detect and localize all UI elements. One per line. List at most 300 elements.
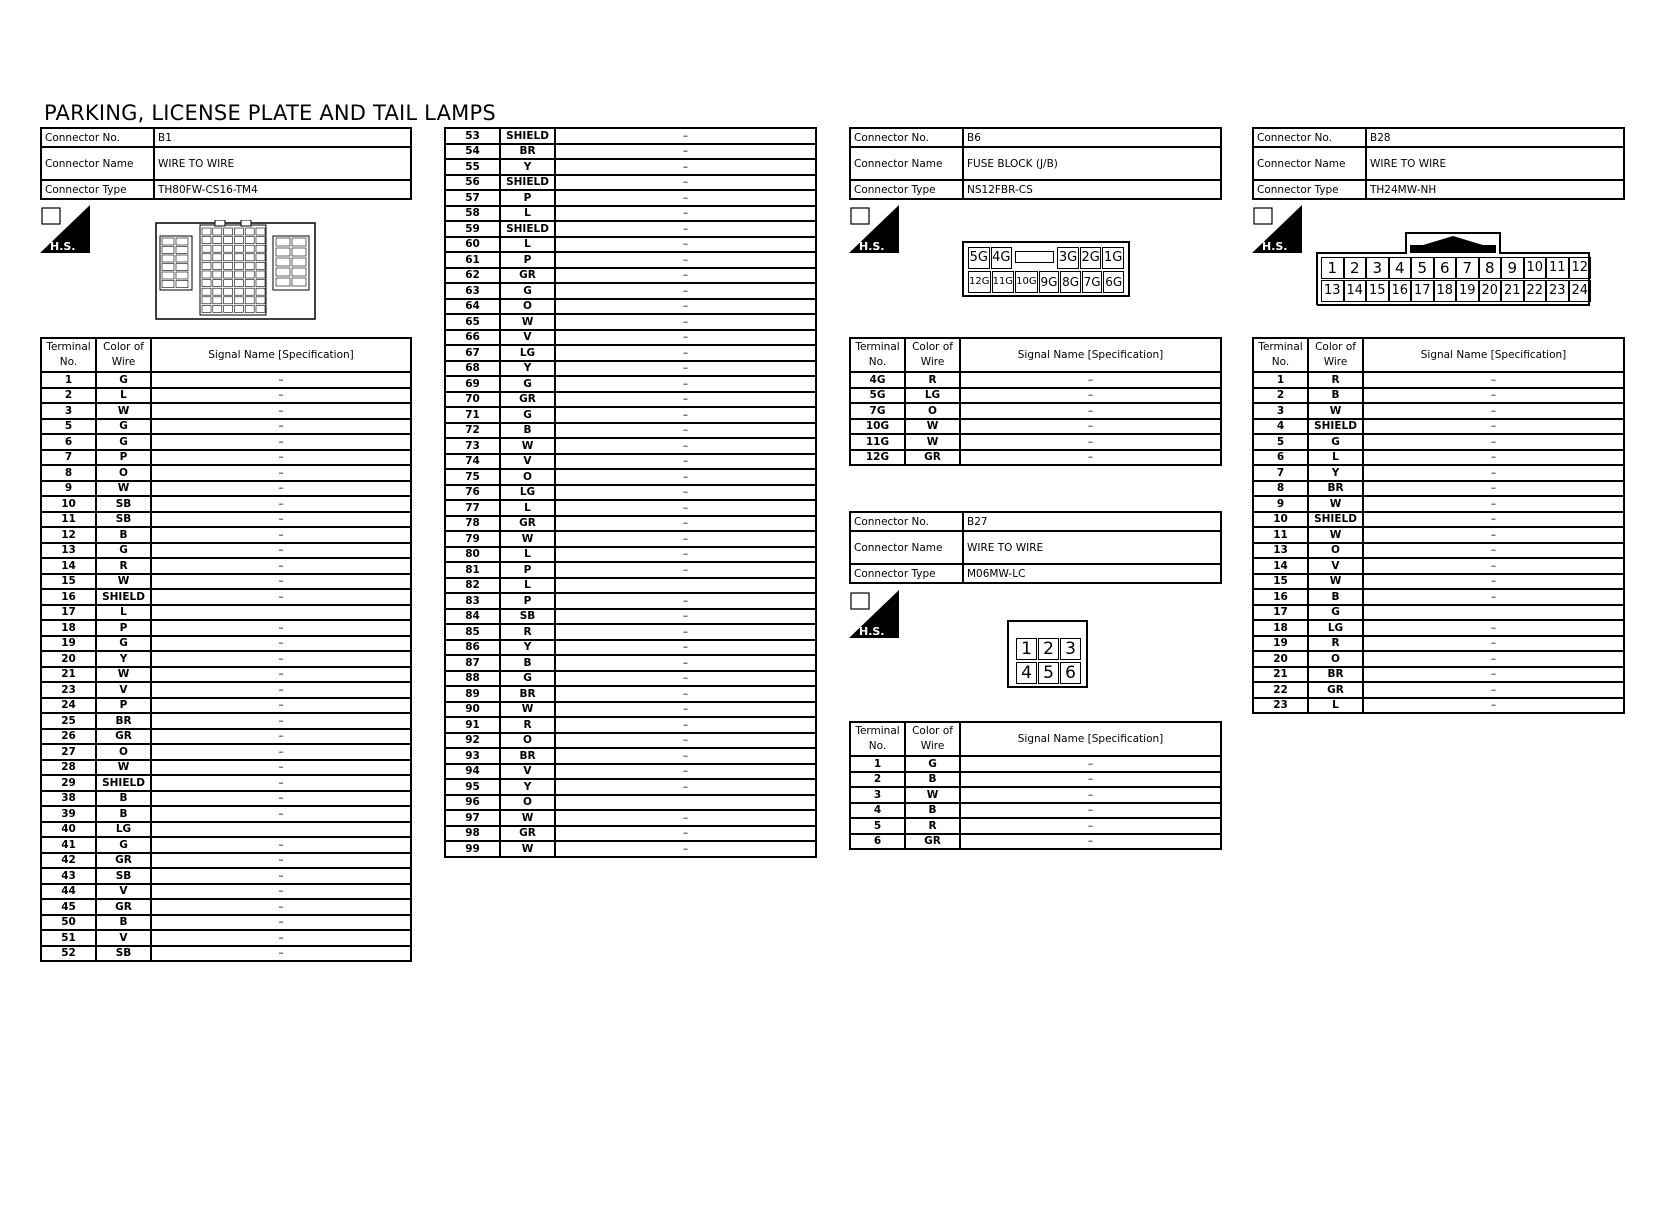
terminal-no-cell: 87 xyxy=(445,655,500,671)
color-of-wire-header: Color of Wire xyxy=(905,338,960,372)
wire-color-cell: W xyxy=(96,481,151,497)
table-row xyxy=(445,485,816,501)
wire-color-cell: G xyxy=(500,671,555,687)
terminal-no-cell: 5G xyxy=(850,388,905,404)
wire-color-cell: BR xyxy=(96,713,151,729)
signal-name-cell: – xyxy=(1363,481,1624,497)
table-row xyxy=(41,419,411,435)
connector-type-label: Connector Type xyxy=(41,180,154,199)
connector-type-value: M06MW-LC xyxy=(963,564,1221,583)
terminal-no-cell: 12 xyxy=(41,527,96,543)
terminal-no-cell: 89 xyxy=(445,686,500,702)
table-row xyxy=(445,268,816,284)
terminal-no-cell: 6 xyxy=(850,834,905,850)
table-row xyxy=(1253,620,1624,636)
terminal-no-cell: 7 xyxy=(41,450,96,466)
harness-side-icon xyxy=(1252,205,1302,253)
terminal-no-cell: 77 xyxy=(445,500,500,516)
wire-color-cell: GR xyxy=(96,729,151,745)
signal-name-cell: – xyxy=(960,803,1221,819)
table-row xyxy=(41,744,411,760)
cavity: 9 xyxy=(1501,257,1524,279)
terminal-no-cell: 72 xyxy=(445,423,500,439)
terminal-no-cell: 5 xyxy=(1253,434,1308,450)
table-row xyxy=(445,206,816,222)
page-title: PARKING, LICENSE PLATE AND TAIL LAMPS xyxy=(44,101,496,125)
signal-name-cell: – xyxy=(151,899,411,915)
table-row xyxy=(445,314,816,330)
signal-name-cell: – xyxy=(151,915,411,931)
wire-color-cell: G xyxy=(500,283,555,299)
wire-color-cell: Y xyxy=(500,361,555,377)
table-row xyxy=(850,803,1221,819)
table-row xyxy=(445,175,816,191)
face-row-top xyxy=(968,247,1124,269)
terminal-no-cell: 8 xyxy=(41,465,96,481)
face-row-top xyxy=(1016,638,1081,660)
signal-name-cell: – xyxy=(960,372,1221,388)
terminal-no-cell: 65 xyxy=(445,314,500,330)
table-row xyxy=(41,574,411,590)
signal-name-cell: – xyxy=(555,841,816,857)
cavity: 19 xyxy=(1456,280,1479,302)
signal-name-cell: – xyxy=(960,450,1221,466)
terminal-no-cell: 1 xyxy=(41,372,96,388)
wire-color-cell: O xyxy=(500,795,555,811)
terminal-no-cell: 2 xyxy=(850,772,905,788)
terminal-no-cell: 14 xyxy=(1253,558,1308,574)
table-row xyxy=(445,283,816,299)
signal-name-cell: – xyxy=(555,268,816,284)
terminal-no-cell: 15 xyxy=(41,574,96,590)
signal-name-cell: – xyxy=(555,609,816,625)
wire-color-cell: O xyxy=(500,733,555,749)
terminal-no-cell: 61 xyxy=(445,252,500,268)
signal-name-cell: – xyxy=(151,744,411,760)
table-row xyxy=(445,361,816,377)
table-row xyxy=(850,772,1221,788)
cavity: 2 xyxy=(1038,638,1059,660)
table-row xyxy=(41,698,411,714)
wire-color-cell: B xyxy=(1308,388,1363,404)
table-row xyxy=(1253,403,1624,419)
wire-color-cell: Y xyxy=(96,651,151,667)
table-row xyxy=(41,589,411,605)
terminal-no-cell: 11 xyxy=(41,512,96,528)
wire-color-cell: O xyxy=(96,465,151,481)
connector-type-label: Connector Type xyxy=(850,180,963,199)
table-row xyxy=(1253,465,1624,481)
cavity: 11 xyxy=(1546,257,1569,279)
signal-name-cell: – xyxy=(555,779,816,795)
terminal-no-cell: 22 xyxy=(1253,682,1308,698)
lock-slot xyxy=(1015,251,1054,263)
connector-b27-header xyxy=(849,511,1222,584)
terminal-no-cell: 1 xyxy=(850,756,905,772)
wire-color-cell: W xyxy=(500,438,555,454)
signal-name-cell: – xyxy=(151,698,411,714)
connector-no-value: B28 xyxy=(1366,128,1624,147)
connector-name-value: WIRE TO WIRE xyxy=(154,147,411,180)
color-of-wire-header: Color of Wire xyxy=(1308,338,1363,372)
wire-color-cell: O xyxy=(1308,651,1363,667)
table-row xyxy=(445,500,816,516)
wire-color-cell: GR xyxy=(500,516,555,532)
cavity: 5 xyxy=(1411,257,1434,279)
wire-color-cell: W xyxy=(96,574,151,590)
terminal-no-cell: 82 xyxy=(445,578,500,594)
wire-color-cell: B xyxy=(96,806,151,822)
signal-name-cell: – xyxy=(1363,636,1624,652)
signal-name-cell: – xyxy=(555,454,816,470)
terminal-no-cell: 45 xyxy=(41,899,96,915)
signal-name-cell: – xyxy=(960,834,1221,850)
terminal-no-cell: 44 xyxy=(41,884,96,900)
connector-b28-face-diagram xyxy=(1316,231,1590,307)
signal-name-cell: – xyxy=(555,392,816,408)
cavity: 7G xyxy=(1082,271,1103,293)
table-row xyxy=(445,330,816,346)
wire-color-cell: L xyxy=(1308,450,1363,466)
wire-color-cell: P xyxy=(500,562,555,578)
signal-name-header: Signal Name [Specification] xyxy=(1363,338,1624,372)
table-row xyxy=(1253,372,1624,388)
signal-name-cell: – xyxy=(555,562,816,578)
terminal-no-cell: 98 xyxy=(445,826,500,842)
terminal-no-cell: 76 xyxy=(445,485,500,501)
signal-name-cell: – xyxy=(151,837,411,853)
terminal-no-cell: 51 xyxy=(41,930,96,946)
wire-color-cell: B xyxy=(500,655,555,671)
signal-name-cell: – xyxy=(960,434,1221,450)
wire-color-cell: R xyxy=(96,558,151,574)
wire-color-cell: B xyxy=(96,527,151,543)
table-row xyxy=(445,190,816,206)
terminal-no-cell: 86 xyxy=(445,640,500,656)
connector-b27-pin-table xyxy=(849,721,1222,850)
terminal-no-cell: 50 xyxy=(41,915,96,931)
terminal-no-cell: 95 xyxy=(445,779,500,795)
wire-color-cell: W xyxy=(500,810,555,826)
wire-color-cell: Y xyxy=(500,640,555,656)
wire-color-cell: R xyxy=(1308,372,1363,388)
terminal-no-cell: 23 xyxy=(41,682,96,698)
wire-color-cell: SHIELD xyxy=(1308,512,1363,528)
signal-name-cell: – xyxy=(151,713,411,729)
wire-color-cell: G xyxy=(96,837,151,853)
signal-name-cell: – xyxy=(1363,496,1624,512)
table-row xyxy=(850,372,1221,388)
wire-color-cell: LG xyxy=(500,485,555,501)
table-row xyxy=(41,884,411,900)
wire-color-cell: G xyxy=(96,419,151,435)
wire-color-cell: B xyxy=(96,915,151,931)
connector-name-label: Connector Name xyxy=(850,531,963,564)
cavity: 3 xyxy=(1366,257,1389,279)
terminal-no-header: Terminal No. xyxy=(1253,338,1308,372)
terminal-no-cell: 59 xyxy=(445,221,500,237)
wire-color-cell: GR xyxy=(500,392,555,408)
wire-color-cell: L xyxy=(500,500,555,516)
wire-color-cell: GR xyxy=(905,450,960,466)
signal-name-cell: – xyxy=(151,543,411,559)
signal-name-cell: – xyxy=(555,593,816,609)
terminal-no-cell: 91 xyxy=(445,717,500,733)
signal-name-cell: – xyxy=(555,485,816,501)
wire-color-cell: W xyxy=(1308,574,1363,590)
table-row xyxy=(445,655,816,671)
terminal-no-header: Terminal No. xyxy=(850,722,905,756)
table-row xyxy=(41,899,411,915)
table-row xyxy=(41,729,411,745)
connector-b1-pin-table xyxy=(40,337,412,962)
wire-color-cell: W xyxy=(96,403,151,419)
terminal-no-cell: 11 xyxy=(1253,527,1308,543)
signal-name-cell: – xyxy=(555,547,816,563)
table-row xyxy=(41,853,411,869)
table-row xyxy=(1253,450,1624,466)
signal-name-cell: – xyxy=(151,853,411,869)
terminal-no-cell: 17 xyxy=(1253,605,1308,621)
wire-color-cell: GR xyxy=(96,853,151,869)
table-row xyxy=(445,547,816,563)
cavity: 3G xyxy=(1057,247,1079,269)
color-of-wire-header: Color of Wire xyxy=(905,722,960,756)
table-row xyxy=(41,605,411,621)
table-row xyxy=(445,516,816,532)
signal-name-cell: – xyxy=(1363,589,1624,605)
signal-name-cell: – xyxy=(151,806,411,822)
signal-name-cell: – xyxy=(151,403,411,419)
terminal-no-cell: 79 xyxy=(445,531,500,547)
signal-name-cell: – xyxy=(555,500,816,516)
wire-color-cell: SHIELD xyxy=(500,175,555,191)
cavity: 18 xyxy=(1434,280,1457,302)
signal-name-cell: – xyxy=(555,221,816,237)
cavity: 3 xyxy=(1060,638,1081,660)
connector-no-value: B1 xyxy=(154,128,411,147)
cavity: 12 xyxy=(1569,257,1592,279)
table-row xyxy=(41,496,411,512)
table-row xyxy=(41,434,411,450)
connector-b6-header xyxy=(849,127,1222,200)
signal-name-cell: – xyxy=(555,252,816,268)
table-row xyxy=(850,787,1221,803)
terminal-no-cell: 4 xyxy=(850,803,905,819)
cavity: 8 xyxy=(1479,257,1502,279)
cavity: 1 xyxy=(1321,257,1344,279)
signal-name-cell: – xyxy=(555,175,816,191)
table-row xyxy=(1253,543,1624,559)
wire-color-cell: L xyxy=(96,388,151,404)
signal-name-cell: – xyxy=(555,717,816,733)
wire-color-cell: GR xyxy=(500,826,555,842)
signal-name-cell: – xyxy=(151,667,411,683)
terminal-no-cell: 24 xyxy=(41,698,96,714)
terminal-no-cell: 20 xyxy=(41,651,96,667)
table-row xyxy=(850,403,1221,419)
cavity: 12G xyxy=(968,271,991,293)
wire-color-cell: R xyxy=(500,717,555,733)
table-row xyxy=(445,237,816,253)
table-row xyxy=(1253,496,1624,512)
signal-name-cell: – xyxy=(555,330,816,346)
terminal-no-cell: 64 xyxy=(445,299,500,315)
wire-color-cell: P xyxy=(96,698,151,714)
terminal-no-cell: 8 xyxy=(1253,481,1308,497)
table-row xyxy=(445,779,816,795)
table-row xyxy=(41,527,411,543)
signal-name-cell: – xyxy=(555,423,816,439)
signal-name-cell: – xyxy=(555,190,816,206)
terminal-no-cell: 9 xyxy=(41,481,96,497)
signal-name-cell: – xyxy=(1363,434,1624,450)
face-row-bottom xyxy=(968,271,1124,293)
wire-color-cell: R xyxy=(905,372,960,388)
table-row xyxy=(41,915,411,931)
terminal-no-cell: 18 xyxy=(41,620,96,636)
table-row xyxy=(445,531,816,547)
signal-name-cell: – xyxy=(555,469,816,485)
signal-name-cell: – xyxy=(555,655,816,671)
signal-name-cell: – xyxy=(151,388,411,404)
wire-color-cell: W xyxy=(500,702,555,718)
table-row xyxy=(445,717,816,733)
table-row xyxy=(1253,667,1624,683)
signal-name-cell: – xyxy=(555,159,816,175)
signal-name-cell: – xyxy=(555,826,816,842)
table-row xyxy=(445,748,816,764)
table-row xyxy=(445,609,816,625)
signal-name-header: Signal Name [Specification] xyxy=(960,338,1221,372)
table-row xyxy=(1253,589,1624,605)
signal-name-cell: – xyxy=(555,345,816,361)
wire-color-cell: W xyxy=(905,787,960,803)
signal-name-cell: – xyxy=(555,764,816,780)
terminal-no-cell: 13 xyxy=(1253,543,1308,559)
signal-name-cell: – xyxy=(960,403,1221,419)
table-row xyxy=(41,806,411,822)
signal-name-cell: – xyxy=(1363,651,1624,667)
table-row xyxy=(445,764,816,780)
connector-b1-header xyxy=(40,127,412,200)
signal-name-cell: – xyxy=(555,671,816,687)
terminal-no-cell: 78 xyxy=(445,516,500,532)
table-row xyxy=(850,450,1221,466)
wire-color-cell: G xyxy=(96,636,151,652)
wire-color-cell: SHIELD xyxy=(500,128,555,144)
table-row xyxy=(445,733,816,749)
table-row xyxy=(1253,512,1624,528)
wire-color-cell: L xyxy=(96,605,151,621)
terminal-no-cell: 40 xyxy=(41,822,96,838)
wire-color-cell: SHIELD xyxy=(1308,419,1363,435)
cavity: 14 xyxy=(1344,280,1367,302)
cavity: 11G xyxy=(992,271,1015,293)
cavity: 8G xyxy=(1060,271,1081,293)
table-row xyxy=(445,423,816,439)
table-row xyxy=(445,640,816,656)
terminal-no-cell: 27 xyxy=(41,744,96,760)
connector-name-label: Connector Name xyxy=(1253,147,1366,180)
wire-color-cell: W xyxy=(905,419,960,435)
terminal-no-cell: 3 xyxy=(41,403,96,419)
wire-color-cell: V xyxy=(96,930,151,946)
wire-color-cell: BR xyxy=(500,144,555,160)
signal-name-cell: – xyxy=(151,884,411,900)
connector-no-label: Connector No. xyxy=(850,128,963,147)
signal-name-cell: – xyxy=(1363,372,1624,388)
signal-name-cell: – xyxy=(555,686,816,702)
wire-color-cell: L xyxy=(500,547,555,563)
table-row xyxy=(41,465,411,481)
terminal-no-cell: 21 xyxy=(41,667,96,683)
table-row xyxy=(41,775,411,791)
terminal-no-cell: 71 xyxy=(445,407,500,423)
wire-color-cell: O xyxy=(500,469,555,485)
table-row xyxy=(41,481,411,497)
wire-color-cell: SB xyxy=(96,868,151,884)
wire-color-cell: R xyxy=(905,818,960,834)
table-row xyxy=(41,558,411,574)
signal-name-cell: – xyxy=(1363,465,1624,481)
wire-color-cell: P xyxy=(500,593,555,609)
cavity: 24 xyxy=(1569,280,1592,302)
signal-name-cell: – xyxy=(151,450,411,466)
signal-name-cell: – xyxy=(555,624,816,640)
terminal-no-cell: 4G xyxy=(850,372,905,388)
cavity: 1G xyxy=(1102,247,1124,269)
terminal-no-cell: 57 xyxy=(445,190,500,206)
wire-color-cell: O xyxy=(905,403,960,419)
terminal-no-cell: 7 xyxy=(1253,465,1308,481)
table-row xyxy=(445,376,816,392)
terminal-no-cell: 99 xyxy=(445,841,500,857)
terminal-no-cell: 68 xyxy=(445,361,500,377)
table-row xyxy=(445,686,816,702)
signal-name-cell: – xyxy=(1363,698,1624,714)
cavity: 6G xyxy=(1103,271,1124,293)
cavity: 16 xyxy=(1389,280,1412,302)
signal-name-cell: – xyxy=(151,760,411,776)
wire-color-cell: W xyxy=(500,314,555,330)
wire-color-cell: G xyxy=(905,756,960,772)
wire-color-cell: G xyxy=(96,372,151,388)
signal-name-cell: – xyxy=(151,574,411,590)
table-row xyxy=(445,826,816,842)
table-row xyxy=(445,159,816,175)
table-row xyxy=(1253,574,1624,590)
signal-name-cell: – xyxy=(151,372,411,388)
wire-color-cell: LG xyxy=(500,345,555,361)
terminal-no-cell: 41 xyxy=(41,837,96,853)
wire-color-cell: P xyxy=(96,450,151,466)
connector-no-label: Connector No. xyxy=(41,128,154,147)
connector-type-label: Connector Type xyxy=(850,564,963,583)
signal-name-cell: – xyxy=(151,651,411,667)
signal-name-cell: – xyxy=(555,299,816,315)
cavity: 10G xyxy=(1015,271,1038,293)
terminal-no-cell: 4 xyxy=(1253,419,1308,435)
table-row xyxy=(445,252,816,268)
terminal-no-cell: 1 xyxy=(1253,372,1308,388)
terminal-no-cell: 5 xyxy=(850,818,905,834)
signal-name-cell: – xyxy=(555,733,816,749)
signal-name-cell: – xyxy=(555,810,816,826)
wire-color-cell: Y xyxy=(1308,465,1363,481)
cavity: 4 xyxy=(1016,662,1037,684)
signal-name-cell xyxy=(1363,605,1624,621)
